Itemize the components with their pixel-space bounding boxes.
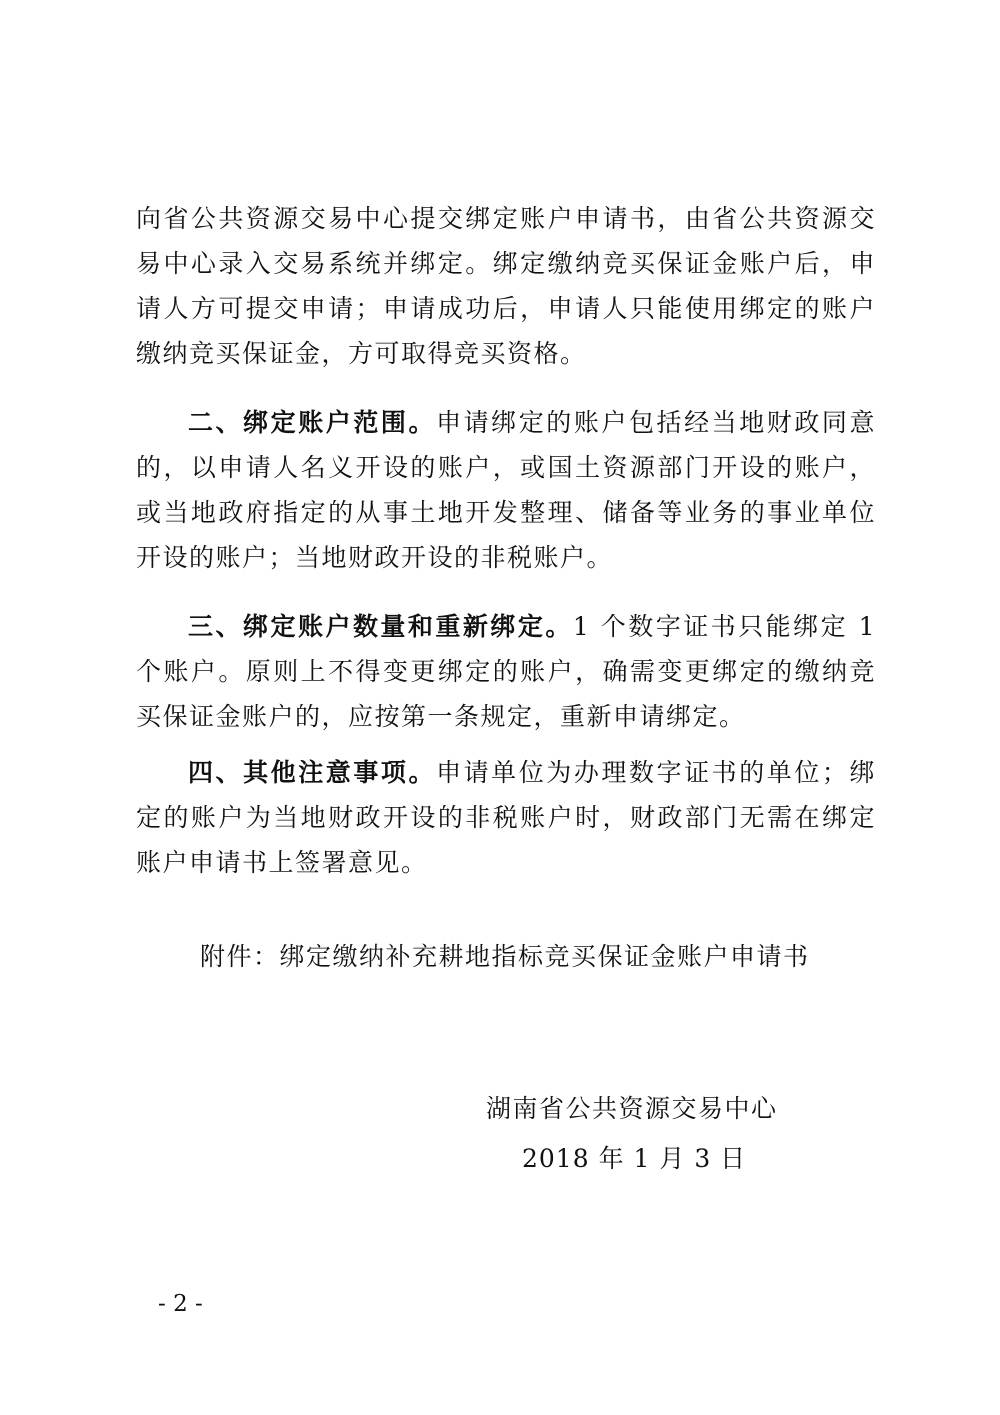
paragraph-continued <box>136 196 876 376</box>
paragraph-text: 向省公共资源交易中心提交绑定账户申请书，由省公共资源交易中心录入交易系统并绑定。绑定缴纳竞买保证金账户后，申请人方可提交申请；申请成功后，申请人只能使用绑定的账户缴纳竞买保证金，方可取得竞买资格。 <box>136 204 876 368</box>
paragraph-text: 申请绑定的账户包括经当地财政同意的，以申请人名义开设的账户，或国土资源部门开设的账户，或当地政府指定的从事土地开发整理、储备等业务的事业单位开设的账户；当地财政开设的非税账户。 <box>136 408 876 572</box>
signature-date: 2018 年 1 月 3 日 <box>522 1144 747 1173</box>
section-heading: 三、绑定账户数量和重新绑定。 <box>188 612 573 641</box>
section-heading: 二、绑定账户范围。 <box>188 408 437 437</box>
page-number: - 2 - <box>158 1291 203 1317</box>
section-heading: 四、其他注意事项。 <box>188 758 437 787</box>
attachment-line: 附件：绑定缴纳补充耕地指标竞买保证金账户申请书 <box>200 942 810 971</box>
paragraph-account-quantity <box>136 604 876 739</box>
paragraph-account-scope <box>136 400 876 580</box>
paragraph-text: 1 个数字证书只能绑定 1 个账户。原则上不得变更绑定的账户，确需变更绑定的缴纳竞买保证金账户的，应按第一条规定，重新申请绑定。 <box>136 612 876 731</box>
paragraph-other-notes <box>136 750 876 885</box>
paragraph-text: 申请单位为办理数字证书的单位；绑定的账户为当地财政开设的非税账户时，财政部门无需在绑定账户申请书上签署意见。 <box>136 758 876 877</box>
signature-organization: 湖南省公共资源交易中心 <box>486 1094 778 1123</box>
